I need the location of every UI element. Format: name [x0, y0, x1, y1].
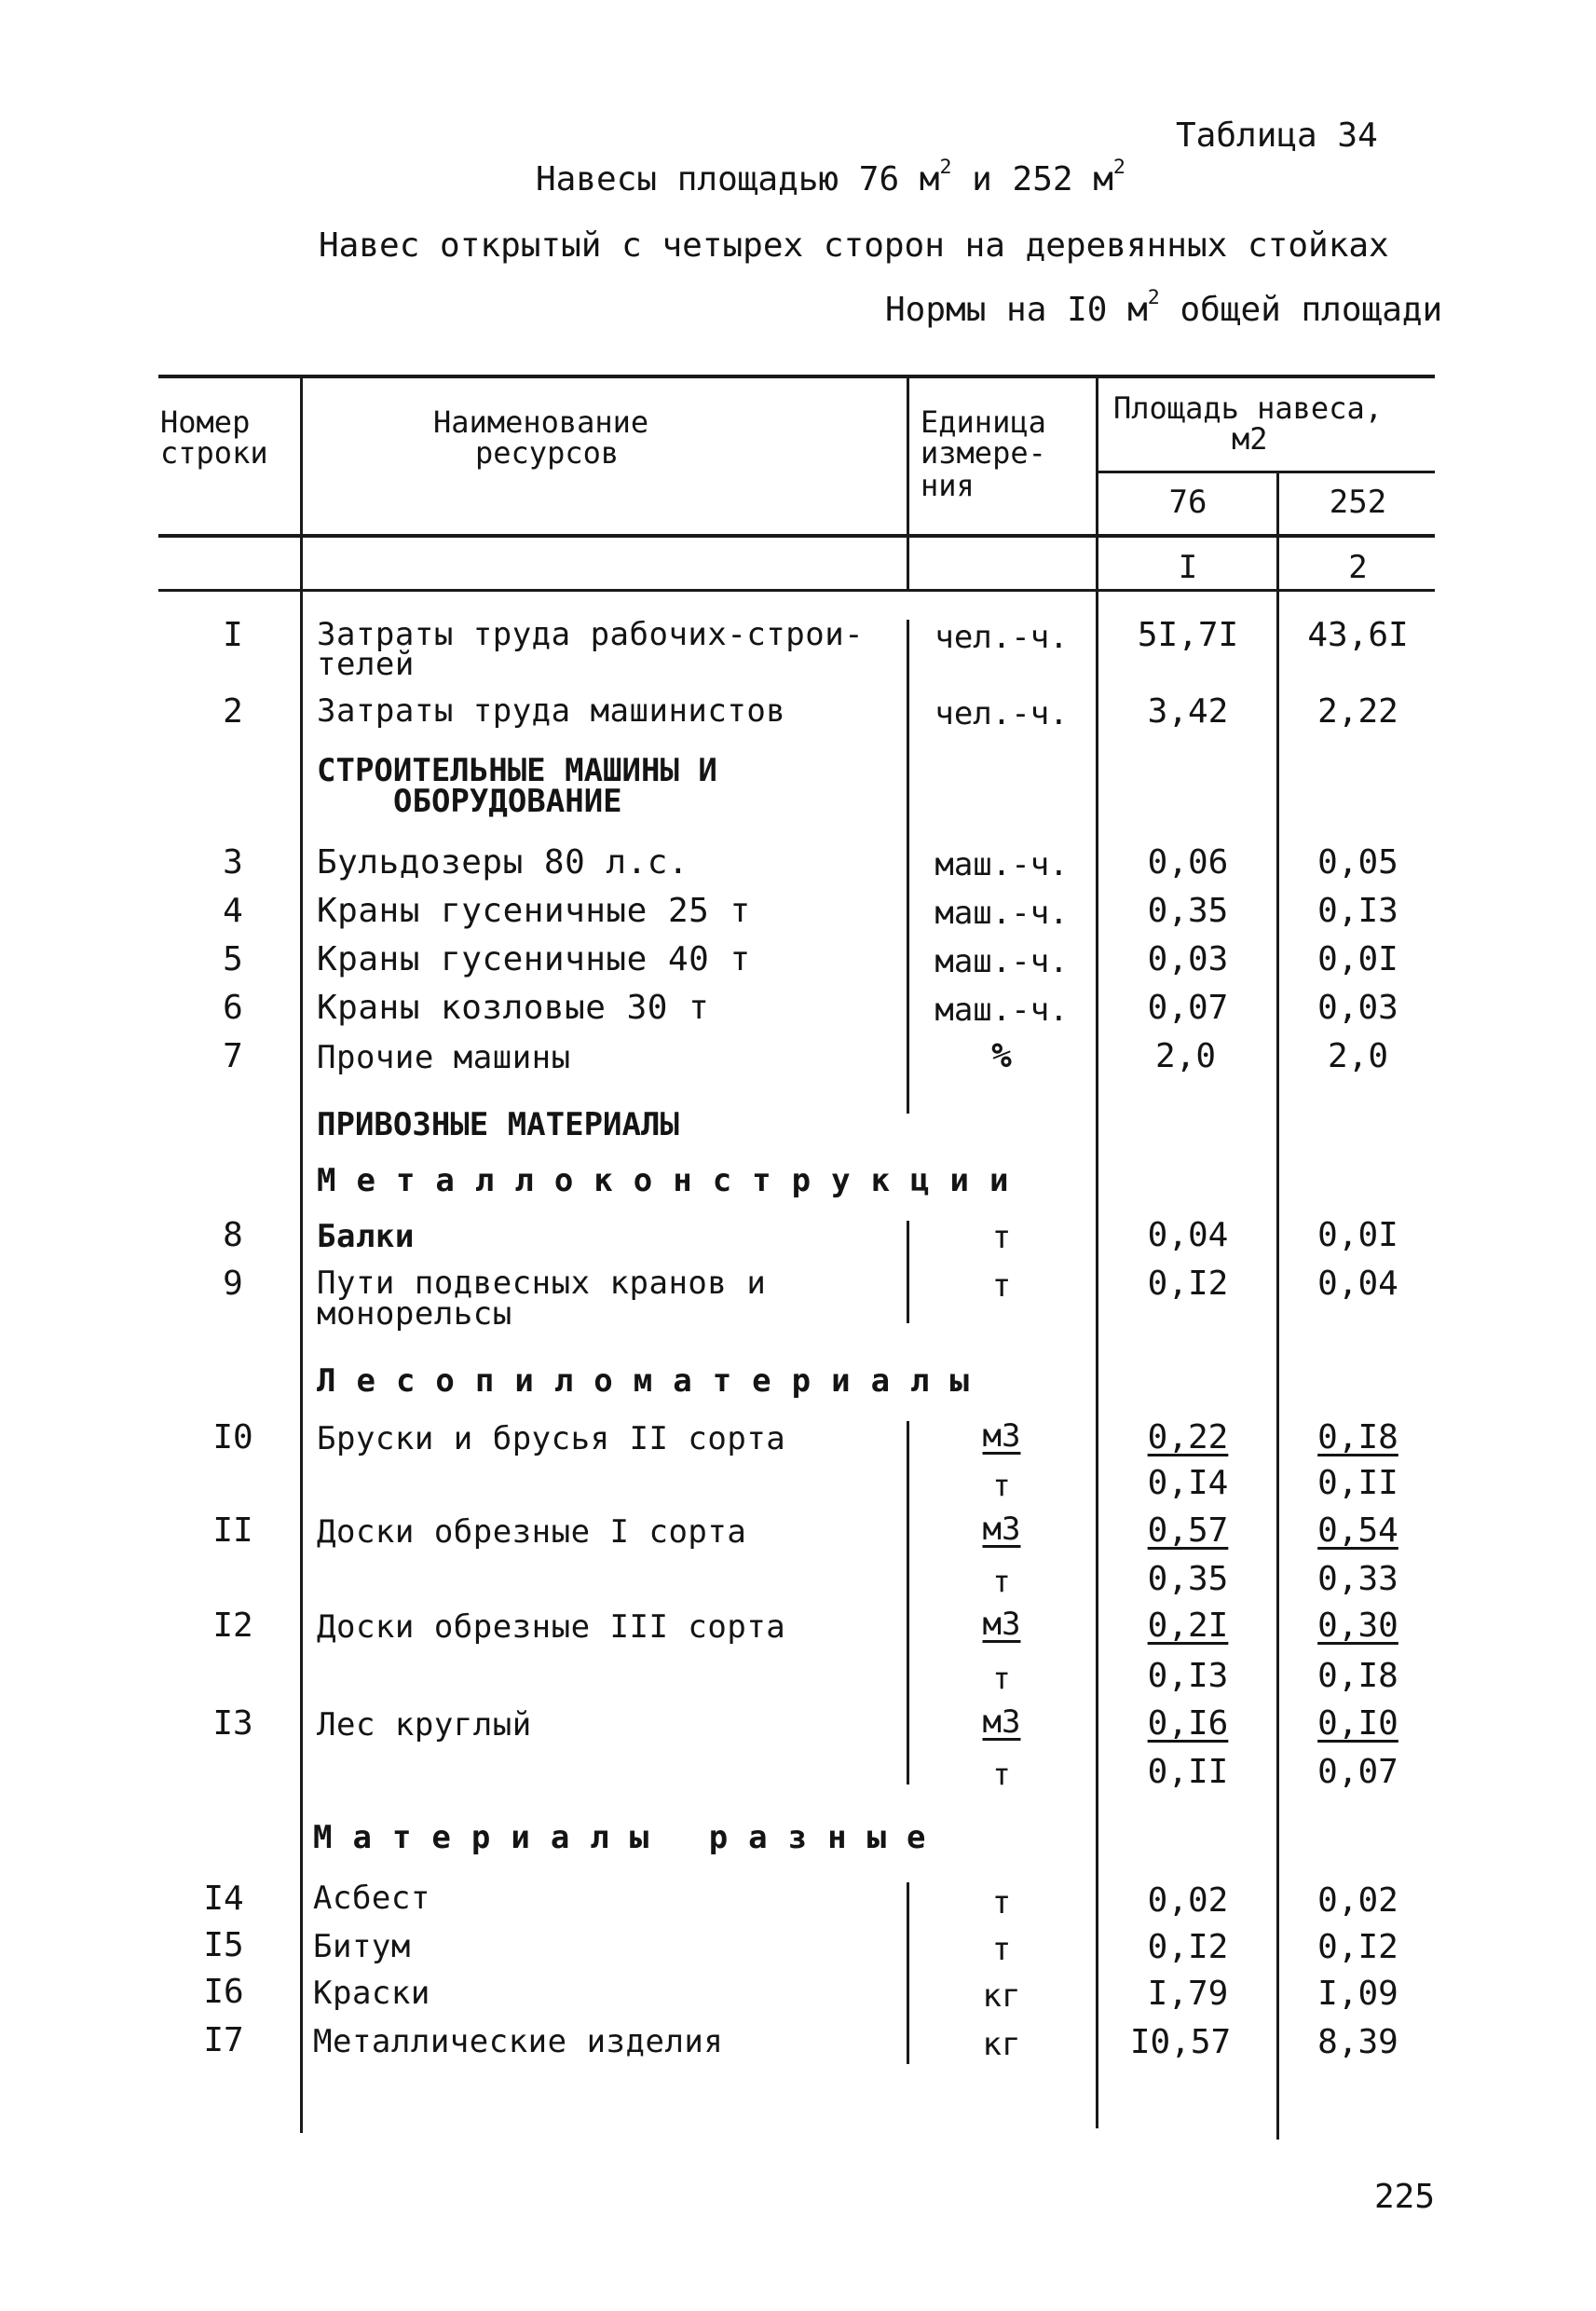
row-value-252-mass: 0,I8 — [1317, 1657, 1398, 1695]
row-num: II — [212, 1511, 253, 1550]
col-header-unit-3: ния — [921, 468, 975, 503]
row-unit: маш.-ч. — [934, 943, 1069, 980]
page-title: Навесы площадью 76 $м^2$ и 252 $м^2$ — [536, 156, 1125, 198]
section-heading-machines-cont: ОБОРУДОВАНИЕ — [393, 783, 622, 820]
section-heading-imported: ПРИВОЗНЫЕ МАТЕРИАЛЫ — [317, 1106, 679, 1143]
row-num: I6 — [203, 1973, 244, 2011]
col-divider-1 — [300, 376, 303, 2133]
col-header-area-2: м2 — [1232, 421, 1268, 457]
row-value-76: 0,06 — [1147, 843, 1229, 882]
col-header-area-76: 76 — [1168, 484, 1207, 521]
row-value-76-mass: 0,I4 — [1147, 1464, 1229, 1502]
row-value-252: I,09 — [1317, 1975, 1398, 2013]
index-row-rule — [158, 589, 1435, 592]
row-num: I4 — [203, 1880, 244, 1918]
row-name: Краны козловые 30 т — [317, 989, 710, 1027]
row-value-76-mass: 0,35 — [1147, 1560, 1229, 1598]
col-header-area-1: Площадь навеса, — [1113, 390, 1383, 426]
table-label: Таблица 34 — [1176, 116, 1378, 155]
row-unit: м3 — [982, 1511, 1021, 1548]
row-unit: т — [991, 1267, 1012, 1305]
row-value-76: 2,0 — [1155, 1037, 1217, 1075]
row-unit: т — [991, 1884, 1012, 1921]
table-top-rule — [158, 375, 1435, 378]
row-value-252: 0,04 — [1317, 1265, 1398, 1303]
subsection-heading-misc: Материалы разные — [313, 1819, 947, 1856]
row-value-76: 0,I2 — [1147, 1265, 1229, 1303]
area-subheader-rule — [1098, 471, 1435, 473]
row-num: 8 — [223, 1216, 243, 1254]
col-header-num-1: Номер — [160, 404, 251, 440]
row-value-252: 8,39 — [1317, 2023, 1398, 2061]
section-heading-machines: СТРОИТЕЛЬНЫЕ МАШИНЫ И — [317, 752, 717, 789]
row-unit-mass: т — [992, 1468, 1011, 1503]
col-header-unit-1: Единица — [921, 404, 1046, 440]
page-number: 225 — [1374, 2178, 1436, 2216]
col-divider-4 — [1276, 472, 1279, 2140]
col-index-2: 2 — [1348, 549, 1368, 586]
row-num: 3 — [223, 843, 243, 882]
row-value-252: 0,I2 — [1317, 1928, 1398, 1966]
row-name: Бруски и брусья II сорта — [317, 1420, 786, 1457]
row-value-252: 0,0I — [1317, 940, 1398, 978]
col-index-1: I — [1178, 549, 1198, 586]
row-unit: м3 — [982, 1417, 1021, 1455]
row-value-76: 0,2I — [1147, 1607, 1229, 1645]
row-name: Краны гусеничные 40 т — [317, 940, 751, 978]
row-unit: м3 — [982, 1606, 1021, 1643]
row-name: Прочие машины — [317, 1039, 571, 1076]
col-divider-2 — [907, 376, 909, 591]
row-value-76: 5I,7I — [1137, 616, 1239, 654]
row-value-252: 0,0I — [1317, 1216, 1398, 1254]
row-unit: т — [991, 1931, 1012, 1968]
row-name: Бульдозеры 80 л.с. — [317, 843, 689, 882]
row-name: Доски обрезные I сорта — [317, 1513, 747, 1551]
col-header-unit-2: измере- — [921, 435, 1046, 471]
row-value-252: 0,I0 — [1317, 1704, 1398, 1743]
row-value-76: 0,04 — [1147, 1216, 1229, 1254]
row-unit-mass: т — [992, 1661, 1011, 1696]
row-value-76: 3,42 — [1147, 692, 1229, 731]
row-unit: маш.-ч. — [934, 991, 1069, 1029]
page-subtitle: Навес открытый с четырех сторон на деревянных стойках — [319, 226, 1389, 265]
row-value-76: 0,02 — [1147, 1881, 1229, 1920]
row-unit: кг — [982, 1977, 1021, 2015]
row-value-252: 0,I8 — [1317, 1418, 1398, 1456]
row-value-76: 0,I2 — [1147, 1928, 1229, 1966]
row-unit-mass: т — [992, 1564, 1011, 1599]
row-unit: чел.-ч. — [934, 619, 1069, 656]
row-num: I — [223, 616, 243, 654]
row-value-252: 0,54 — [1317, 1511, 1398, 1550]
row-value-252-mass: 0,33 — [1317, 1560, 1398, 1598]
subsection-heading-lumber: Лесопиломатериалы — [317, 1362, 989, 1400]
col-divider-3 — [1096, 376, 1098, 2128]
row-name-cont: монорельсы — [317, 1295, 512, 1333]
row-name: Краны гусеничные 25 т — [317, 892, 751, 930]
row-value-76: 0,07 — [1147, 989, 1229, 1027]
col-header-num-2: строки — [160, 435, 268, 471]
row-value-76: 0,I6 — [1147, 1704, 1229, 1743]
row-name: Балки — [317, 1218, 415, 1255]
row-unit: т — [991, 1219, 1012, 1256]
row-value-76-mass: 0,I3 — [1147, 1657, 1229, 1695]
row-value-76: I,79 — [1147, 1975, 1229, 2013]
row-unit: м3 — [982, 1703, 1021, 1741]
row-unit: маш.-ч. — [934, 846, 1069, 883]
row-num: 7 — [223, 1037, 243, 1075]
row-value-76: 0,22 — [1147, 1418, 1229, 1456]
row-num: I2 — [212, 1607, 253, 1645]
row-value-252: 0,03 — [1317, 989, 1398, 1027]
header-bottom-rule — [158, 534, 1435, 538]
row-value-76: 0,03 — [1147, 940, 1229, 978]
subsection-heading-metal: Металлоконструкции — [317, 1162, 1030, 1199]
row-name: Пути подвесных кранов и — [317, 1265, 767, 1302]
row-unit: % — [991, 1037, 1012, 1075]
row-value-252-mass: 0,07 — [1317, 1753, 1398, 1791]
row-value-252: 2,0 — [1327, 1037, 1389, 1075]
row-num: 6 — [223, 989, 243, 1027]
row-value-76: 0,35 — [1147, 892, 1229, 930]
row-name: Доски обрезные III сорта — [317, 1608, 786, 1646]
row-value-252: 0,30 — [1317, 1607, 1398, 1645]
row-value-252: 0,I3 — [1317, 892, 1398, 930]
row-num: 2 — [223, 692, 243, 731]
row-unit: кг — [982, 2026, 1021, 2063]
row-unit: чел.-ч. — [934, 695, 1069, 732]
row-value-252: 43,6I — [1307, 616, 1409, 654]
row-num: I5 — [203, 1926, 244, 1964]
row-name: Битум — [313, 1928, 411, 1965]
col-header-area-252: 252 — [1329, 484, 1387, 521]
row-name: Металлические изделия — [313, 2023, 724, 2060]
row-value-252: 0,05 — [1317, 843, 1398, 882]
row-num: 5 — [223, 940, 243, 978]
row-num: I3 — [212, 1704, 253, 1743]
row-name: Затраты труда машинистов — [317, 692, 786, 730]
row-value-76: 0,57 — [1147, 1511, 1229, 1550]
col-header-name-2: ресурсов — [475, 435, 620, 471]
row-name: Краски — [313, 1975, 430, 2012]
row-name: Асбест — [313, 1880, 430, 1917]
row-num: 9 — [223, 1265, 243, 1303]
row-value-76-mass: 0,II — [1147, 1753, 1229, 1791]
row-value-76: I0,57 — [1129, 2023, 1232, 2061]
row-num: I0 — [212, 1418, 253, 1456]
row-num: I7 — [203, 2021, 244, 2059]
row-num: 4 — [223, 892, 243, 930]
row-name: Затраты труда рабочих-строи- — [317, 616, 865, 653]
col-header-name-1: Наименование — [433, 404, 649, 440]
row-name: Лес круглый — [317, 1706, 532, 1744]
row-unit: маш.-ч. — [934, 895, 1069, 932]
row-name-cont: телей — [317, 646, 415, 683]
row-value-252: 0,02 — [1317, 1881, 1398, 1920]
row-value-252-mass: 0,II — [1317, 1464, 1398, 1502]
row-value-252: 2,22 — [1317, 692, 1398, 731]
row-unit-mass: т — [992, 1757, 1011, 1792]
norms-caption: Нормы на I0 $м^2$ общей площади — [885, 286, 1443, 329]
